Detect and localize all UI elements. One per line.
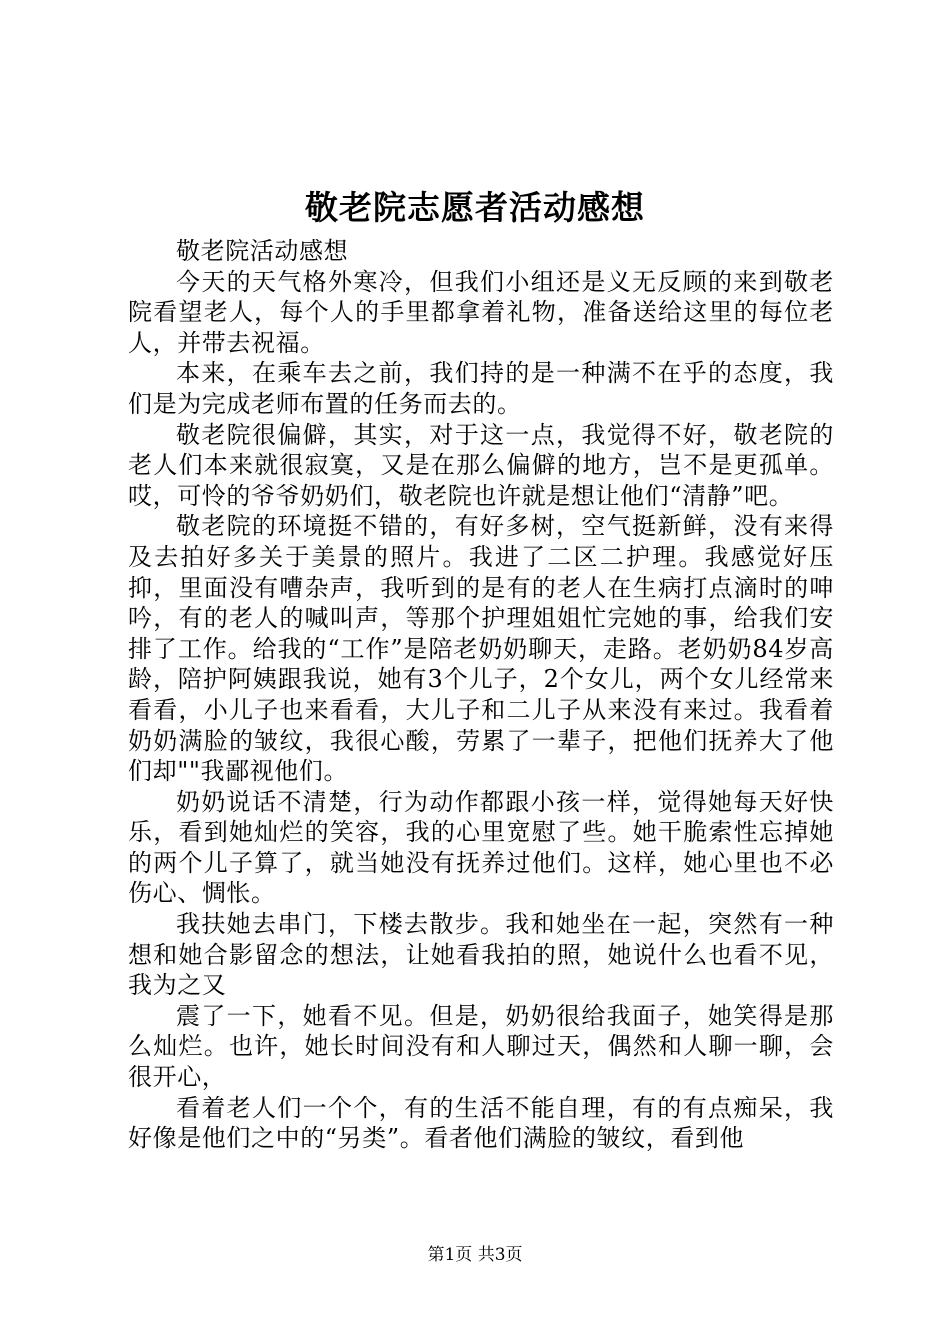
paragraph: 今天的天气格外寒冷，但我们小组还是义无反顾的来到敬老院看望老人，每个人的手里都拿着礼物，准备送给这里的每位老人，并带去祝福。 — [128, 267, 834, 357]
paragraph: 奶奶说话不清楚，行为动作都跟小孩一样，觉得她每天好快乐，看到她灿烂的笑容，我的心里宽慰了些。她干脆索性忘掉她的两个儿子算了，就当她没有抚养过他们。这样，她心里也不必伤心、惆怅。 — [128, 787, 834, 908]
paragraph: 敬老院很偏僻，其实，对于这一点，我觉得不好，敬老院的老人们本来就很寂寞，又是在那么偏僻的地方，岂不是更孤单。哎，可怜的爷爷奶奶们，敬老院也许就是想让他们“清静”吧。 — [128, 420, 834, 510]
page-number-footer: 第1页 共3页 — [427, 1245, 523, 1265]
paragraph: 敬老院的环境挺不错的，有好多树，空气挺新鲜，没有来得及去拍好多关于美景的照片。我进了二区二护理。我感觉好压抑，里面没有嘈杂声，我听到的是有的老人在生病打点滴时的呻吟，有的老人的喊叫声，等那个护理姐姐忙完她的事，给我们安排了工作。给我的“工作”是陪老奶奶聊天，走路。老奶奶84岁高龄，陪护阿姨跟我说，她有3个儿子，2个女儿，两个女儿经常来看看，小儿子也来看看，大儿子和二儿子从来没有来过。我看着奶奶满脸的皱纹，我很心酸，劳累了一辈子，把他们抚养大了他们却""我鄙视他们。 — [128, 512, 834, 786]
paragraph: 震了一下，她看不见。但是，奶奶很给我面子，她笑得是那么灿烂。也许，她长时间没有和人聊过天，偶然和人聊一聊，会很开心， — [128, 1001, 834, 1092]
document-body — [128, 236, 834, 1154]
document-title: 敬老院志愿者活动感想 — [305, 188, 645, 227]
paragraph: 看着老人们一个个，有的生活不能自理，有的有点痴呆，我好像是他们之中的“另类”。看者他们满脸的皱纹，看到他 — [128, 1093, 834, 1153]
paragraph-subtitle: 敬老院活动感想 — [176, 237, 349, 265]
paragraph: 我扶她去串门，下楼去散步。我和她坐在一起，突然有一种想和她合影留念的想法，让她看我拍的照，她说什么也看不见，我为之又 — [128, 910, 834, 1000]
paragraph: 本来，在乘车去之前，我们持的是一种满不在乎的态度，我们是为完成老师布置的任务而去的。 — [128, 359, 834, 418]
